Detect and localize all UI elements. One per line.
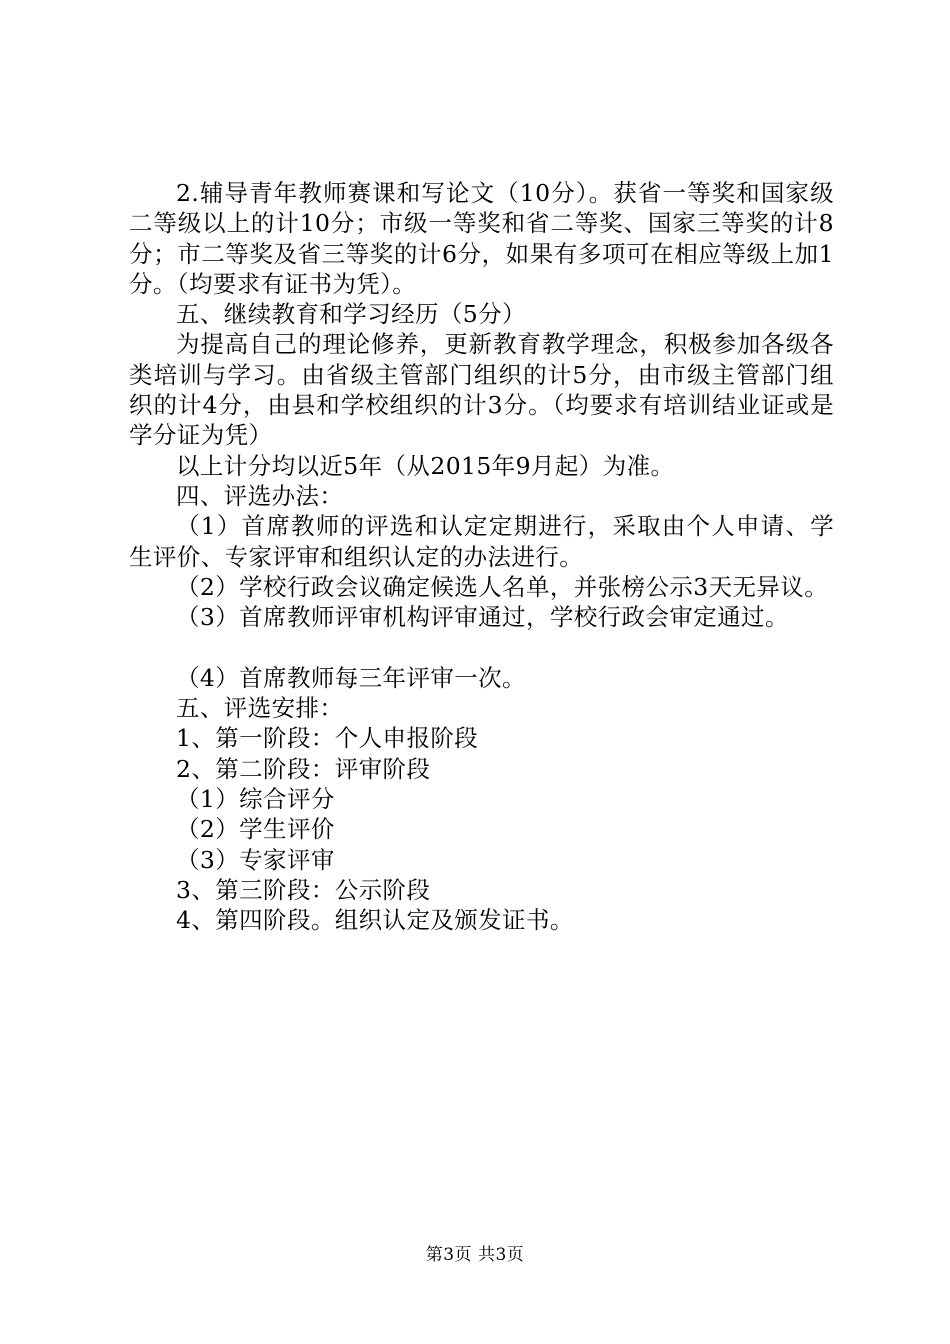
list-item-method-4: （4）首席教师每三年评审一次。 <box>176 663 526 692</box>
heading-selection-schedule: 五、评选安排： <box>176 694 344 723</box>
paragraph-tutoring-young-teachers: 2.辅导青年教师赛课和写论文（10分）。获省一等奖和国家级二等级以上的计10分；市级一等奖和省二等奖、国家三等奖的计8分；市二等奖及省三等奖的计6分，如果有多项可在相应等级上加1分。（均要求有证书为凭）。 <box>129 179 834 298</box>
list-item-substage-1: （1）综合评分 <box>176 784 335 813</box>
paragraph-scoring-period: 以上计分均以近5年（从2015年9月起）为准。 <box>176 451 675 480</box>
list-item-method-2: （2）学校行政会议确定候选人名单，并张榜公示3天无异议。 <box>176 572 829 601</box>
list-item-stage-1: 1、第一阶段：个人申报阶段 <box>176 724 479 753</box>
page-number-footer: 第3页 共3页 <box>425 1245 525 1265</box>
paragraph-training-scoring: 为提高自己的理论修养，更新教育教学理念，积极参加各级各类培训与学习。由省级主管部门组织的计5分，由市级主管部门组织的计4分，由县和学校组织的计3分。（均要求有培训结业证或是学分证为凭） <box>129 330 834 450</box>
list-item-method-3: （3）首席教师评审机构评审通过，学校行政会审定通过。 <box>176 603 789 632</box>
list-item-method-1: （1）首席教师的评选和认定定期进行，采取由个人申请、学生评价、专家评审和组织认定的办法进行。 <box>129 512 834 571</box>
list-item-substage-2: （2）学生评价 <box>176 815 335 844</box>
list-item-stage-3: 3、第三阶段：公示阶段 <box>176 875 431 904</box>
list-item-stage-2: 2、第二阶段：评审阶段 <box>176 754 431 783</box>
document-body <box>129 178 834 935</box>
heading-selection-method: 四、评选办法： <box>176 481 344 510</box>
heading-continuing-education: 五、继续教育和学习经历（5分） <box>176 300 526 329</box>
list-item-substage-3: （3）专家评审 <box>176 845 335 874</box>
list-item-stage-4: 4、第四阶段。组织认定及颁发证书。 <box>176 906 574 935</box>
paragraph-spacer <box>129 632 834 662</box>
